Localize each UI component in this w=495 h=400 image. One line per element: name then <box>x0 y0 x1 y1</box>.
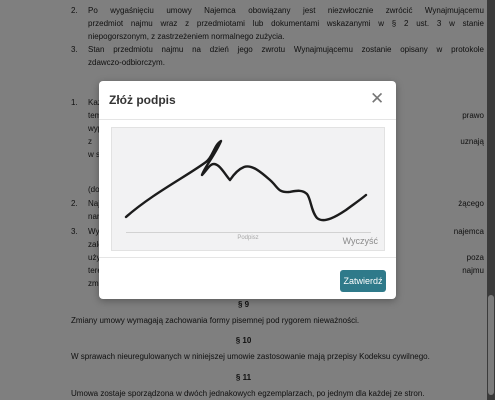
modal-footer-divider <box>99 257 396 258</box>
scrollbar-thumb[interactable] <box>488 295 494 395</box>
signature-modal <box>99 81 396 299</box>
confirm-button[interactable]: Zatwierdź <box>340 270 386 292</box>
signature-caption: Podpisz <box>237 235 259 241</box>
modal-title: Złóż podpis <box>109 93 176 107</box>
modal-header <box>99 81 396 120</box>
clear-button[interactable]: Wyczyść <box>342 236 378 246</box>
signature-pad[interactable] <box>111 127 385 251</box>
signature-baseline <box>126 232 371 233</box>
close-icon[interactable]: ✕ <box>370 89 385 108</box>
